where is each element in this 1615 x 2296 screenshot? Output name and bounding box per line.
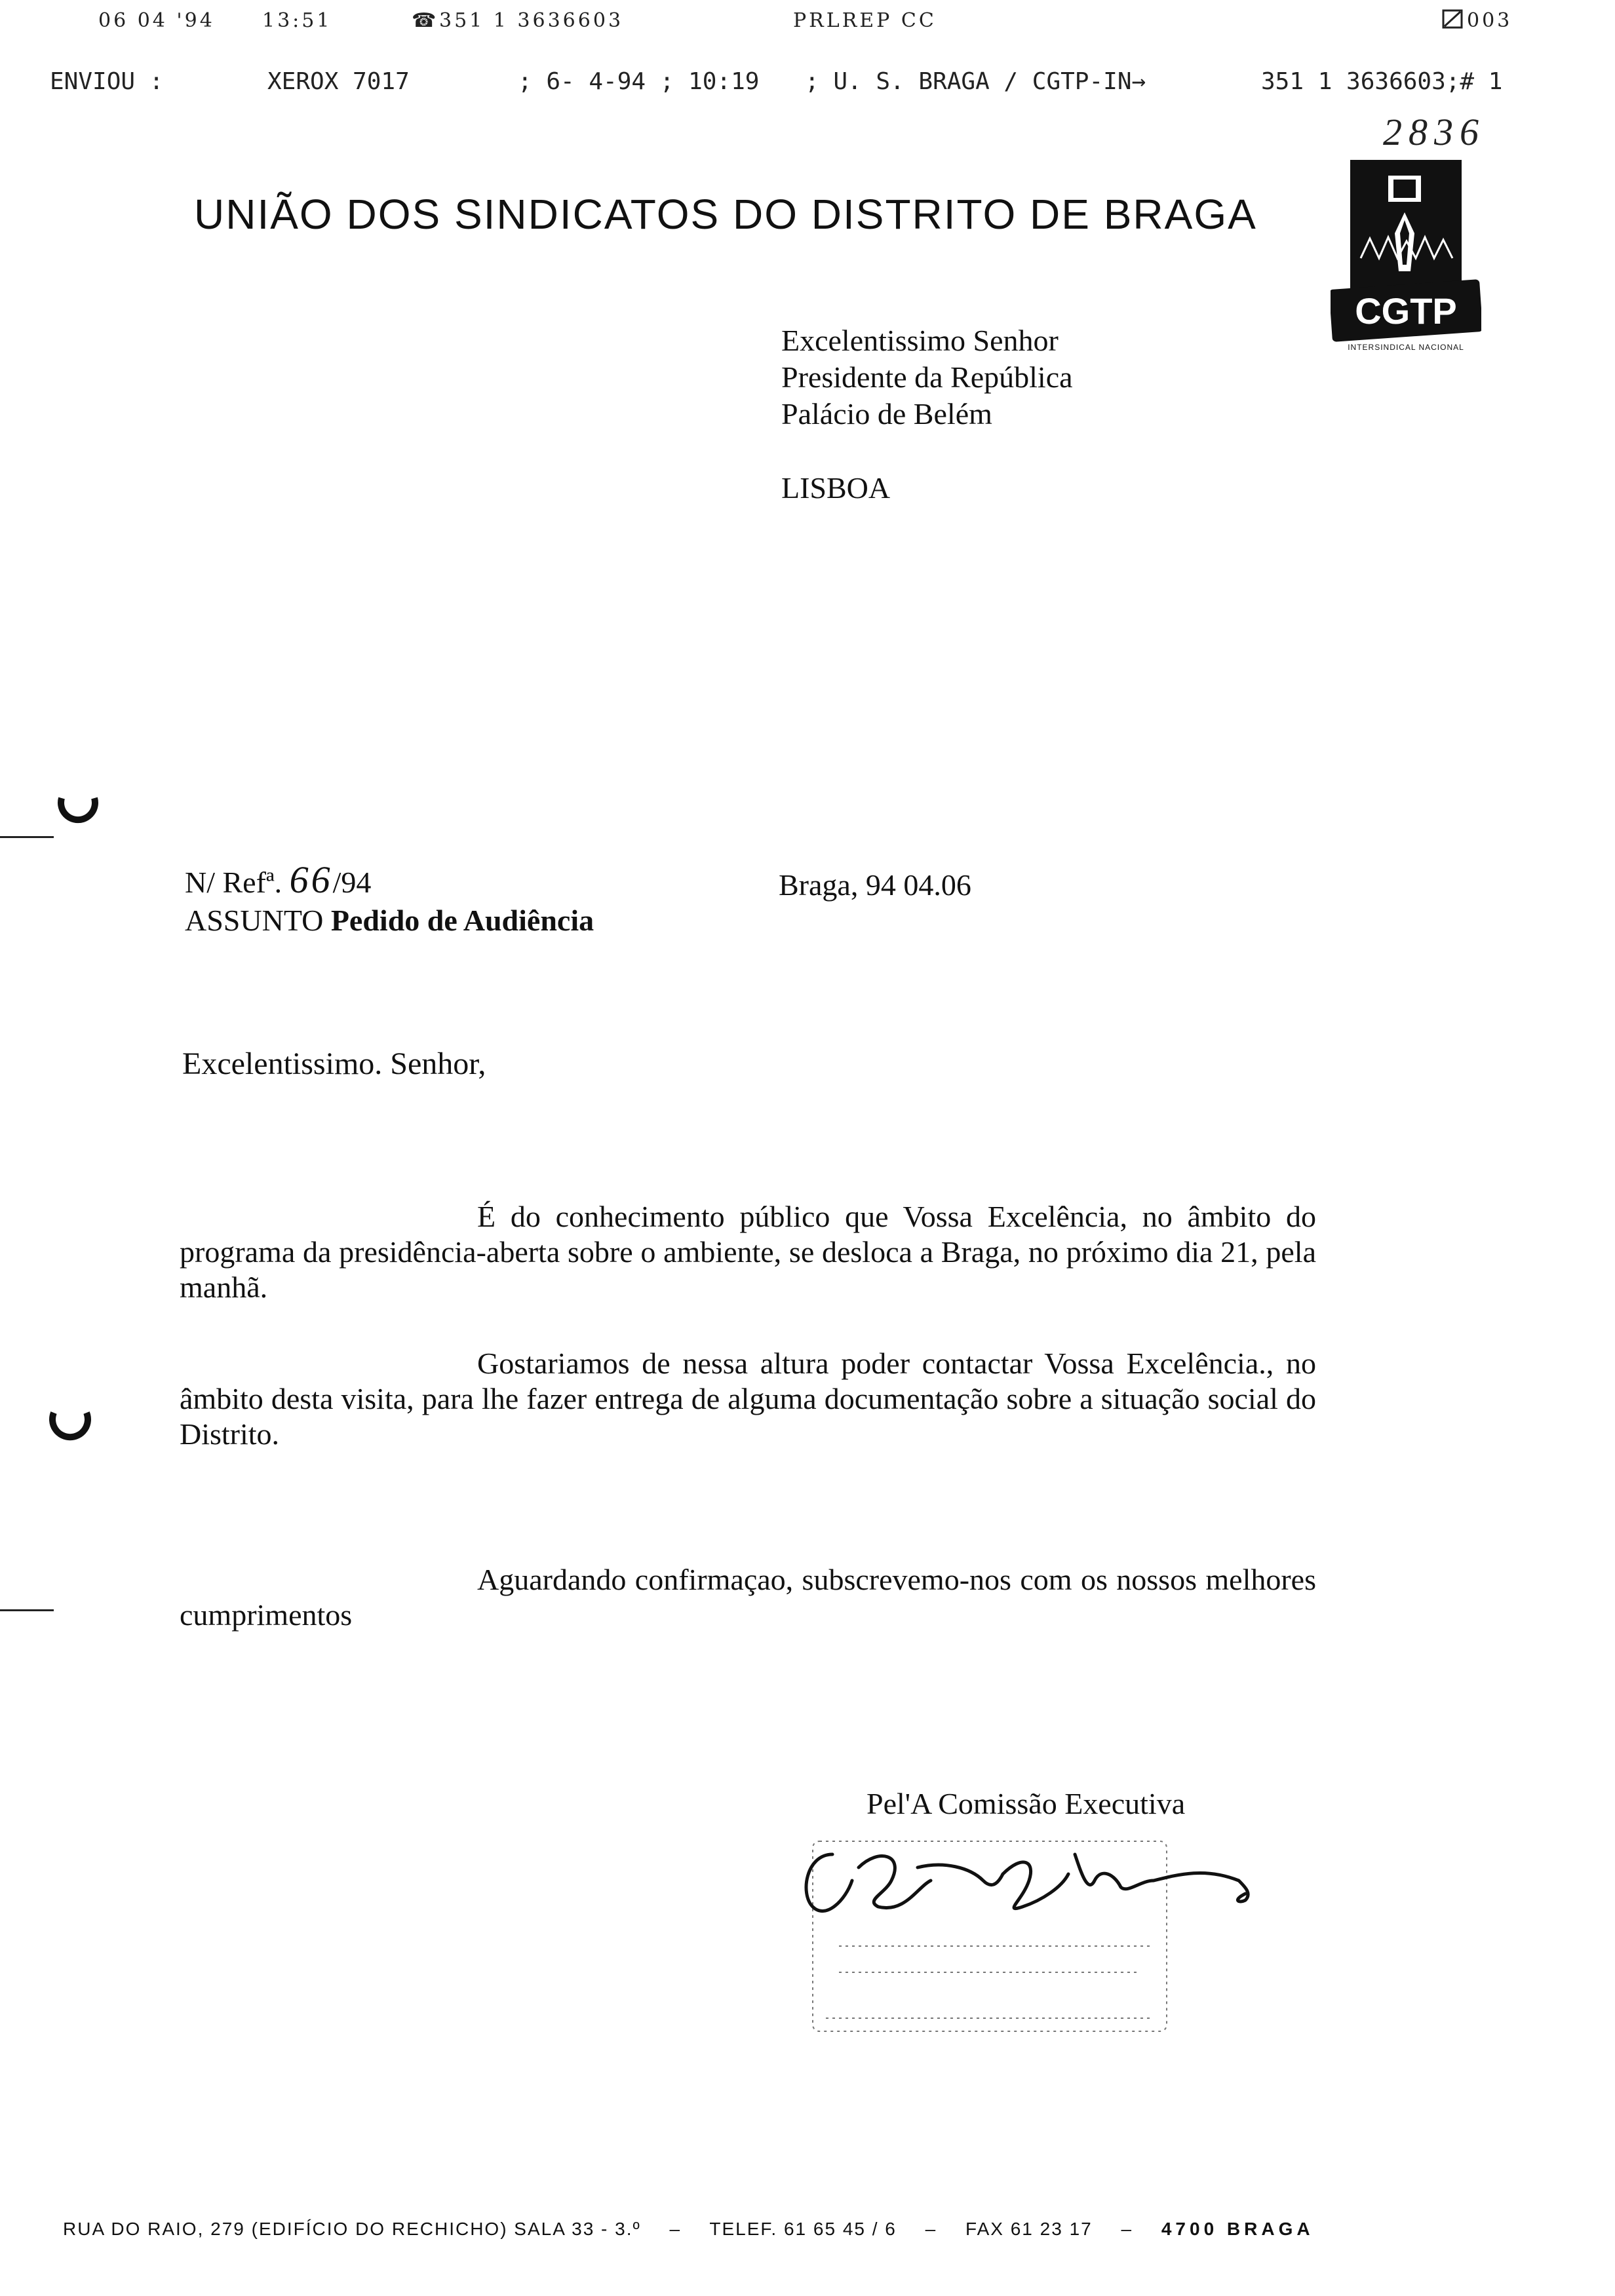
fax-page-number: 003 — [1467, 9, 1513, 32]
footer-separator: – — [669, 2219, 682, 2239]
punch-hole-mark — [47, 1400, 93, 1445]
margin-mark — [0, 1609, 54, 1611]
transmission-number: 351 1 3636603;# 1 — [1261, 68, 1503, 95]
place-date: Braga, 94 04.06 — [779, 868, 971, 902]
fax-time: 13:51 — [262, 9, 332, 32]
transmission-device: XEROX 7017 — [267, 68, 410, 95]
reference-block — [185, 858, 594, 940]
telephone-icon: ☎ — [412, 9, 439, 32]
margin-mark — [0, 836, 54, 838]
subject-value: Pedido de Audiência — [330, 904, 594, 937]
signature — [787, 1828, 1311, 2051]
footer-phone: TELEF. 61 65 45 / 6 — [709, 2219, 897, 2239]
footer-fax: FAX 61 23 17 — [965, 2219, 1093, 2239]
logo-text: CGTP — [1355, 290, 1457, 332]
transmission-datetime: ; 6- 4-94 ; 10:19 — [518, 68, 760, 95]
fax-sender-code: PRLREP CC — [793, 9, 937, 32]
subject-label: ASSUNTO — [185, 904, 324, 937]
punch-hole-mark — [55, 782, 101, 828]
addressee-line: Excelentissimo Senhor — [781, 324, 1059, 357]
fax-header — [98, 9, 1576, 35]
fax-date: 06 04 '94 — [98, 9, 215, 32]
addressee-line: Presidente da República — [781, 360, 1073, 394]
body-paragraph: Aguardando confirmaçao, subscrevemo-nos com os nossos melhores cumprimentos — [180, 1563, 1316, 1632]
reference-year: /94 — [332, 866, 372, 899]
reference-label: N/ Refª. — [185, 866, 282, 899]
transmission-line — [50, 68, 1589, 101]
addressee-block — [781, 322, 1073, 432]
footer-separator: – — [925, 2219, 937, 2239]
reference-line — [185, 858, 594, 902]
addressee-city: LISBOA — [781, 471, 891, 505]
signature-svg — [787, 1828, 1311, 2051]
reference-number: 66 — [289, 858, 333, 901]
addressee-line: Palácio de Belém — [781, 397, 992, 430]
footer-address-bar — [63, 2219, 1472, 2240]
footer-address: RUA DO RAIO, 279 (EDIFÍCIO DO RECHICHO) SALA 33 - 3.º — [63, 2219, 641, 2239]
organization-name: UNIÃO DOS SINDICATOS DO DISTRITO DE BRAGA — [194, 191, 1257, 238]
cgtp-logo — [1331, 160, 1481, 370]
salutation: Excelentissimo. Senhor, — [182, 1046, 486, 1081]
subject-line — [185, 902, 594, 940]
fax-page-icon-svg — [1442, 9, 1463, 29]
body-paragraph: É do conhecimento público que Vossa Excelência, no âmbito do programa da presidência-aberta sobre o ambiente, se desloca a Braga, no próximo dia 21, pela manhã. — [180, 1200, 1316, 1304]
body-paragraph: Gostariamos de nessa altura poder contactar Vossa Excelência., no âmbito desta visita, para lhe fazer entrega de alguma documentação sobre a situação social do Distrito. — [180, 1347, 1316, 1451]
footer-separator: – — [1121, 2219, 1133, 2239]
transmission-route: ; U. S. BRAGA / CGTP-IN→ — [805, 68, 1146, 95]
logo-subtext: INTERSINDICAL NACIONAL — [1348, 343, 1464, 352]
cgtp-logo-svg — [1331, 160, 1481, 370]
footer-city: 4700 BRAGA — [1161, 2219, 1314, 2239]
signoff: Pel'A Comissão Executiva — [866, 1787, 1186, 1820]
transmission-label: ENVIOU : — [50, 68, 164, 95]
stamp-number: 2836 — [1383, 111, 1485, 153]
fax-page-icon — [1442, 9, 1463, 34]
fax-phone: 351 1 3636603 — [439, 9, 624, 32]
